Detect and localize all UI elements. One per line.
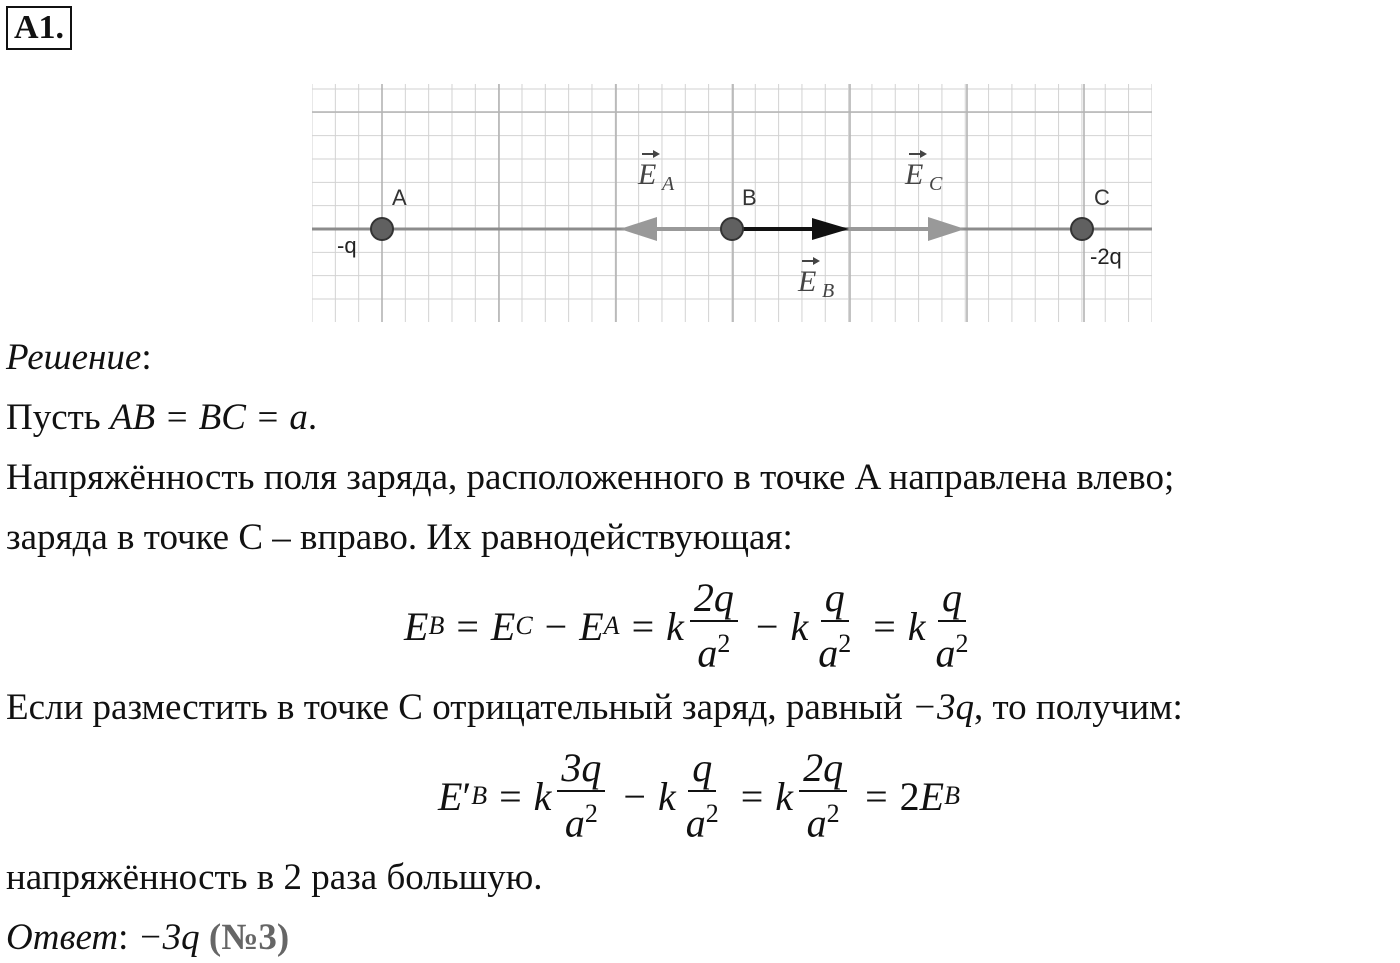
let-line: Пусть AB = BC = a.: [6, 397, 318, 438]
point-b: [721, 218, 743, 240]
vector-ea-label: [637, 150, 675, 195]
formula-2: E ′ B = k $\frac{3q}{a^2}$ − k $\frac{q}{a^2}$ = k $\frac{2q}{a^2}$ = 2 E B: [438, 745, 960, 846]
paragraph-line-1: Напряжённость поля заряда, расположенного в точке A направлена влево;: [6, 457, 1175, 498]
svg-text:A: A: [662, 173, 675, 195]
svg-text:B: B: [822, 280, 835, 302]
svg-text:E: E: [638, 158, 657, 191]
point-b-label: B: [742, 185, 757, 210]
paragraph-line-4: напряжённость в 2 раза большую.: [6, 857, 543, 898]
grid: [312, 84, 1152, 322]
formula-1: E B = E C − E A = k $\frac{2q}{a^2}$ − k $\frac{q}{a^2}$ = k $\frac{q}{a^2}$: [404, 575, 969, 676]
problem-label: A1.: [6, 6, 72, 50]
vector-eb-label: [797, 257, 834, 302]
svg-text:E: E: [905, 158, 924, 191]
field-diagram: [312, 84, 1152, 322]
point-a: [371, 218, 393, 240]
vector-eb-arrow: [732, 218, 849, 240]
point-c: [1071, 218, 1093, 240]
svg-text:C: C: [929, 173, 943, 195]
solution-heading: Решение:: [6, 337, 152, 378]
charge-a-label: -q: [337, 233, 357, 258]
point-a-label: A: [392, 185, 407, 210]
answer-line: Ответ: −3q (№3): [6, 917, 290, 958]
point-c-label: C: [1094, 185, 1110, 210]
paragraph-line-3: Если разместить в точке C отрицательный заряд, равный −3q, то получим:: [6, 687, 1183, 728]
charge-c-label: -2q: [1090, 244, 1122, 269]
paragraph-line-2: заряда в точке C – вправо. Их равнодействующая:: [6, 517, 793, 558]
vector-ec-label: [904, 150, 943, 195]
vector-ea-arrow: [620, 217, 732, 241]
svg-text:E: E: [798, 265, 817, 298]
